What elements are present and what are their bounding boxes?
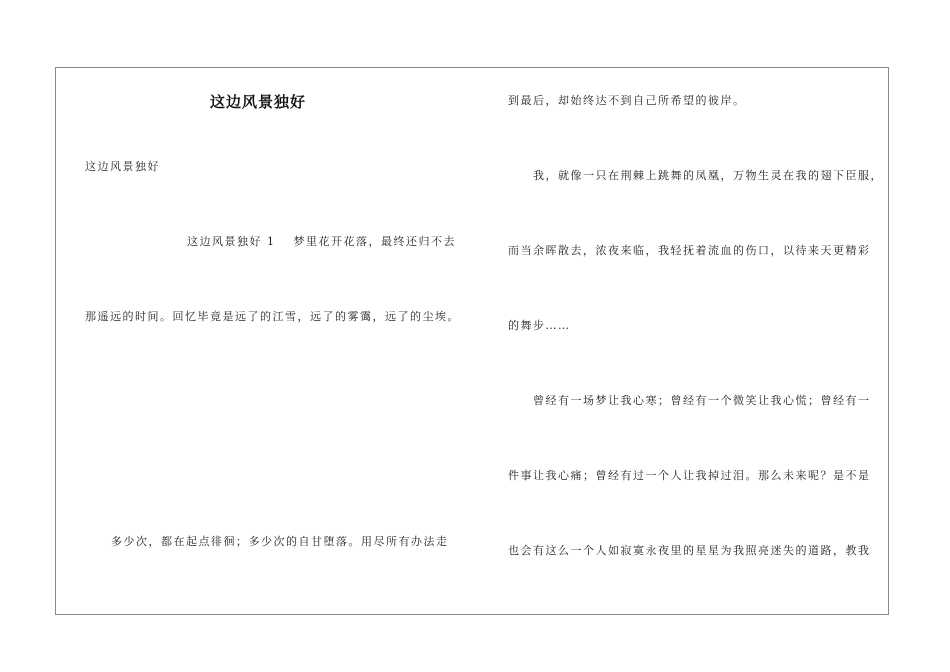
section-label: 这边风景独好 1 <box>187 235 276 248</box>
page-frame <box>55 67 889 615</box>
right-line-5: 曾经有一场梦让我心寒；曾经有一个微笑让我心慌；曾经有一 <box>533 394 871 407</box>
right-line-6: 件事让我心痛；曾经有过一个人让我掉过泪。那么未来呢？是不是 <box>508 469 871 482</box>
paragraph-1-line-2: 那遥远的时间。回忆毕竟是远了的江雪，远了的雾霭，远了的尘埃。 <box>85 310 460 323</box>
paragraph-2-line-1: 多少次，都在起点徘徊；多少次的自甘堕落。用尽所有办法走 <box>111 535 449 548</box>
right-line-2: 我，就像一只在荆棘上跳舞的凤凰，万物生灵在我的翅下臣服， <box>533 169 883 182</box>
page-title: 这边风景独好 <box>210 93 307 111</box>
paragraph-1-line-1 <box>187 235 456 249</box>
subtitle-text: 这边风景独好 <box>85 160 160 173</box>
right-line-7: 也会有这么一个人如寂寞永夜里的星星为我照亮迷失的道路，教我 <box>508 544 871 557</box>
right-line-3: 而当余晖散去，浓夜来临，我轻抚着流血的伤口，以待来天更精彩 <box>508 244 871 257</box>
paragraph-1-text: 梦里花开花落，最终还归不去 <box>293 235 456 248</box>
right-line-4: 的舞步…… <box>508 319 571 332</box>
right-line-1: 到最后，却始终达不到自己所希望的彼岸。 <box>508 94 746 107</box>
